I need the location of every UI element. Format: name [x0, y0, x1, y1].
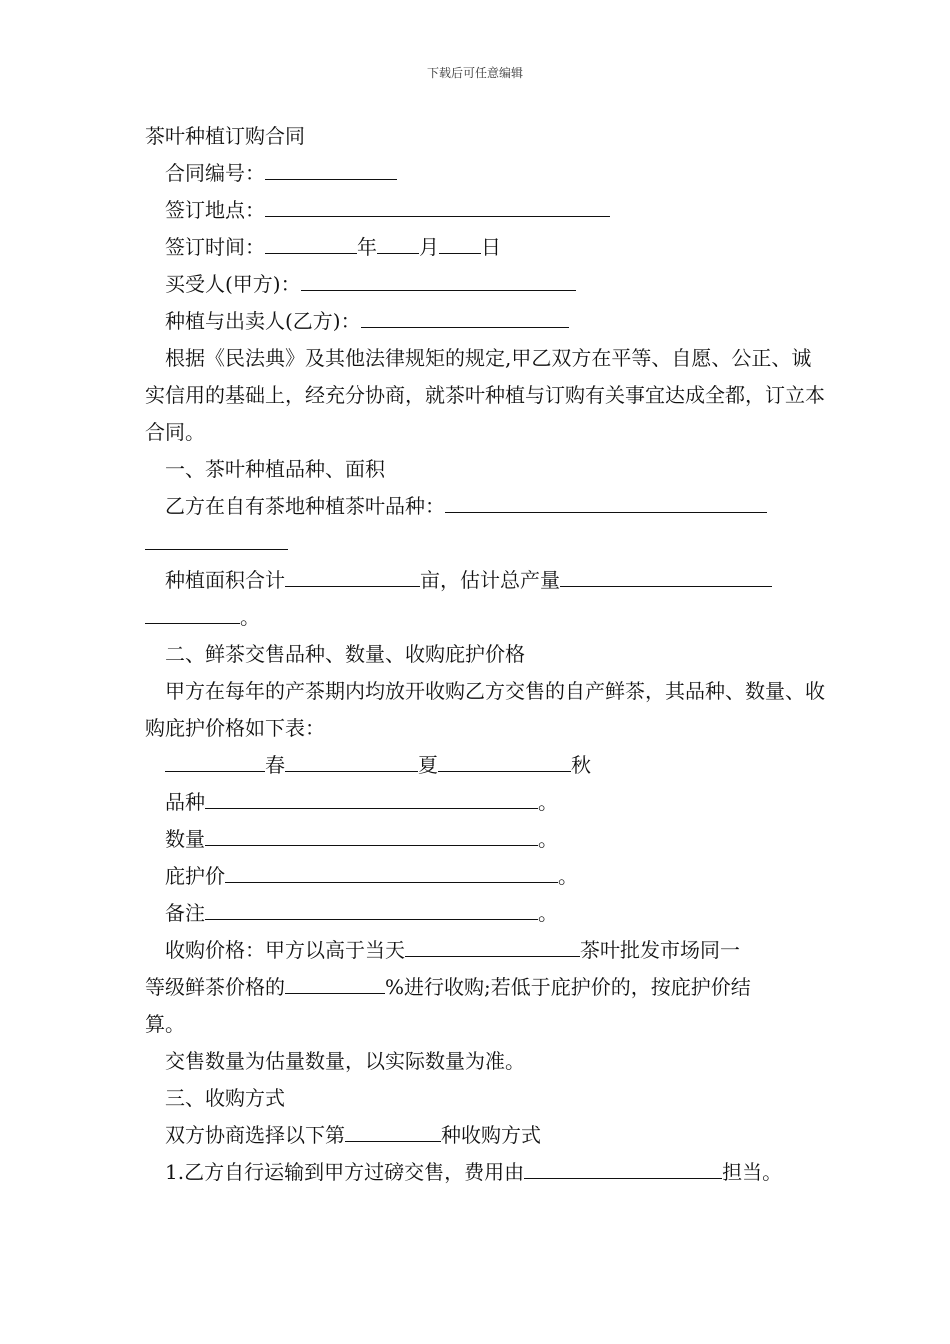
section3-heading: 三、收购方式	[165, 1086, 285, 1110]
section1-heading: 一、茶叶种植品种、面积	[165, 457, 385, 481]
row-note-blank[interactable]	[205, 897, 538, 920]
price-line-1	[145, 932, 825, 969]
row-quantity-label: 数量	[165, 827, 205, 851]
sign-place-blank[interactable]	[265, 194, 610, 217]
item1-line	[145, 1154, 825, 1191]
row-variety-end: 。	[538, 790, 558, 814]
year-blank[interactable]	[265, 231, 357, 254]
section2-desc: 甲方在每年的产茶期内均放开收购乙方交售的自产鲜茶，其品种、数量、收购庇护价格如下表：	[145, 679, 825, 740]
page-header: 下载后可任意编辑	[426, 66, 523, 80]
contract-no-label: 合同编号：	[165, 161, 265, 185]
area-label: 种植面积合计	[165, 568, 285, 592]
contract-title: 茶叶种植订购合同	[145, 124, 305, 148]
sign-place-line	[145, 192, 825, 229]
item1-label-b: 担当。	[722, 1160, 783, 1184]
buyer-blank[interactable]	[301, 268, 576, 291]
price-label-b: 茶叶批发市场同一	[580, 938, 740, 962]
contract-no-blank[interactable]	[265, 157, 397, 180]
choose-label-b: 种收购方式	[441, 1123, 541, 1147]
price-label-c: 等级鲜茶价格的	[145, 975, 285, 999]
section2-heading: 二、鲜茶交售品种、数量、收购庇护价格	[165, 642, 525, 666]
row-quantity-end: 。	[538, 827, 558, 851]
intro-paragraph: 根据《民法典》及其他法律规矩的规定,甲乙双方在平等、自愿、公正、诚实信用的基础上，经充分协商，就茶叶种植与订购有关事宜达成全都，订立本合同。	[145, 346, 825, 444]
buyer-line	[145, 266, 825, 303]
contract-document	[145, 118, 825, 1191]
area-line	[145, 562, 825, 599]
buyer-label: 买受人(甲方)：	[165, 272, 301, 296]
month-blank[interactable]	[377, 231, 419, 254]
variety-blank[interactable]	[445, 490, 767, 513]
seller-line	[145, 303, 825, 340]
row-price	[145, 858, 825, 895]
variety-line	[145, 488, 825, 525]
season-spring: 春	[265, 753, 285, 777]
season-blank-3[interactable]	[438, 749, 571, 772]
seller-blank[interactable]	[361, 305, 569, 328]
yield-end: 。	[240, 605, 260, 629]
yield-blank[interactable]	[560, 564, 772, 587]
method-blank[interactable]	[345, 1119, 441, 1142]
row-variety-blank[interactable]	[205, 786, 538, 809]
row-price-blank[interactable]	[225, 860, 558, 883]
price-label-d: %进行收购;若低于庇护价的，按庇护价结	[385, 975, 751, 999]
variety-label: 乙方在自有茶地种植茶叶品种：	[165, 494, 445, 518]
yield-line-cont	[145, 599, 825, 636]
row-variety	[145, 784, 825, 821]
choose-label-a: 双方协商选择以下第	[165, 1123, 345, 1147]
row-note-label: 备注	[165, 901, 205, 925]
area-blank[interactable]	[285, 564, 420, 587]
season-blank-1[interactable]	[165, 749, 265, 772]
season-autumn: 秋	[571, 753, 591, 777]
choose-line	[145, 1117, 825, 1154]
season-summer: 夏	[418, 753, 438, 777]
variety-line-cont	[145, 525, 825, 562]
percent-blank[interactable]	[285, 971, 385, 994]
row-note	[145, 895, 825, 932]
market-blank[interactable]	[405, 934, 580, 957]
row-variety-label: 品种	[165, 790, 205, 814]
row-quantity-blank[interactable]	[205, 823, 538, 846]
quantity-note: 交售数量为估量数量，以实际数量为准。	[165, 1049, 525, 1073]
year-label: 年	[357, 235, 377, 259]
price-line-2	[145, 969, 825, 1006]
row-quantity	[145, 821, 825, 858]
season-line	[145, 747, 825, 784]
seller-label: 种植与出卖人(乙方)：	[165, 309, 361, 333]
item1-label-a: 1.乙方自行运输到甲方过磅交售，费用由	[165, 1160, 525, 1184]
row-price-label: 庇护价	[165, 864, 225, 888]
row-note-end: 。	[538, 901, 558, 925]
day-label: 日	[481, 235, 501, 259]
contract-no-line	[145, 155, 825, 192]
sign-place-label: 签订地点：	[165, 198, 265, 222]
sign-time-label: 签订时间：	[165, 235, 265, 259]
row-price-end: 。	[558, 864, 578, 888]
season-blank-2[interactable]	[285, 749, 418, 772]
month-label: 月	[419, 235, 439, 259]
cost-bearer-blank[interactable]	[524, 1156, 722, 1179]
yield-blank-cont[interactable]	[145, 601, 240, 624]
price-line-3: 算。	[145, 1012, 185, 1036]
price-label-a: 收购价格：甲方以高于当天	[165, 938, 405, 962]
sign-time-line	[145, 229, 825, 266]
variety-blank-cont[interactable]	[145, 527, 288, 550]
yield-label: 亩，估计总产量	[420, 568, 560, 592]
day-blank[interactable]	[439, 231, 481, 254]
